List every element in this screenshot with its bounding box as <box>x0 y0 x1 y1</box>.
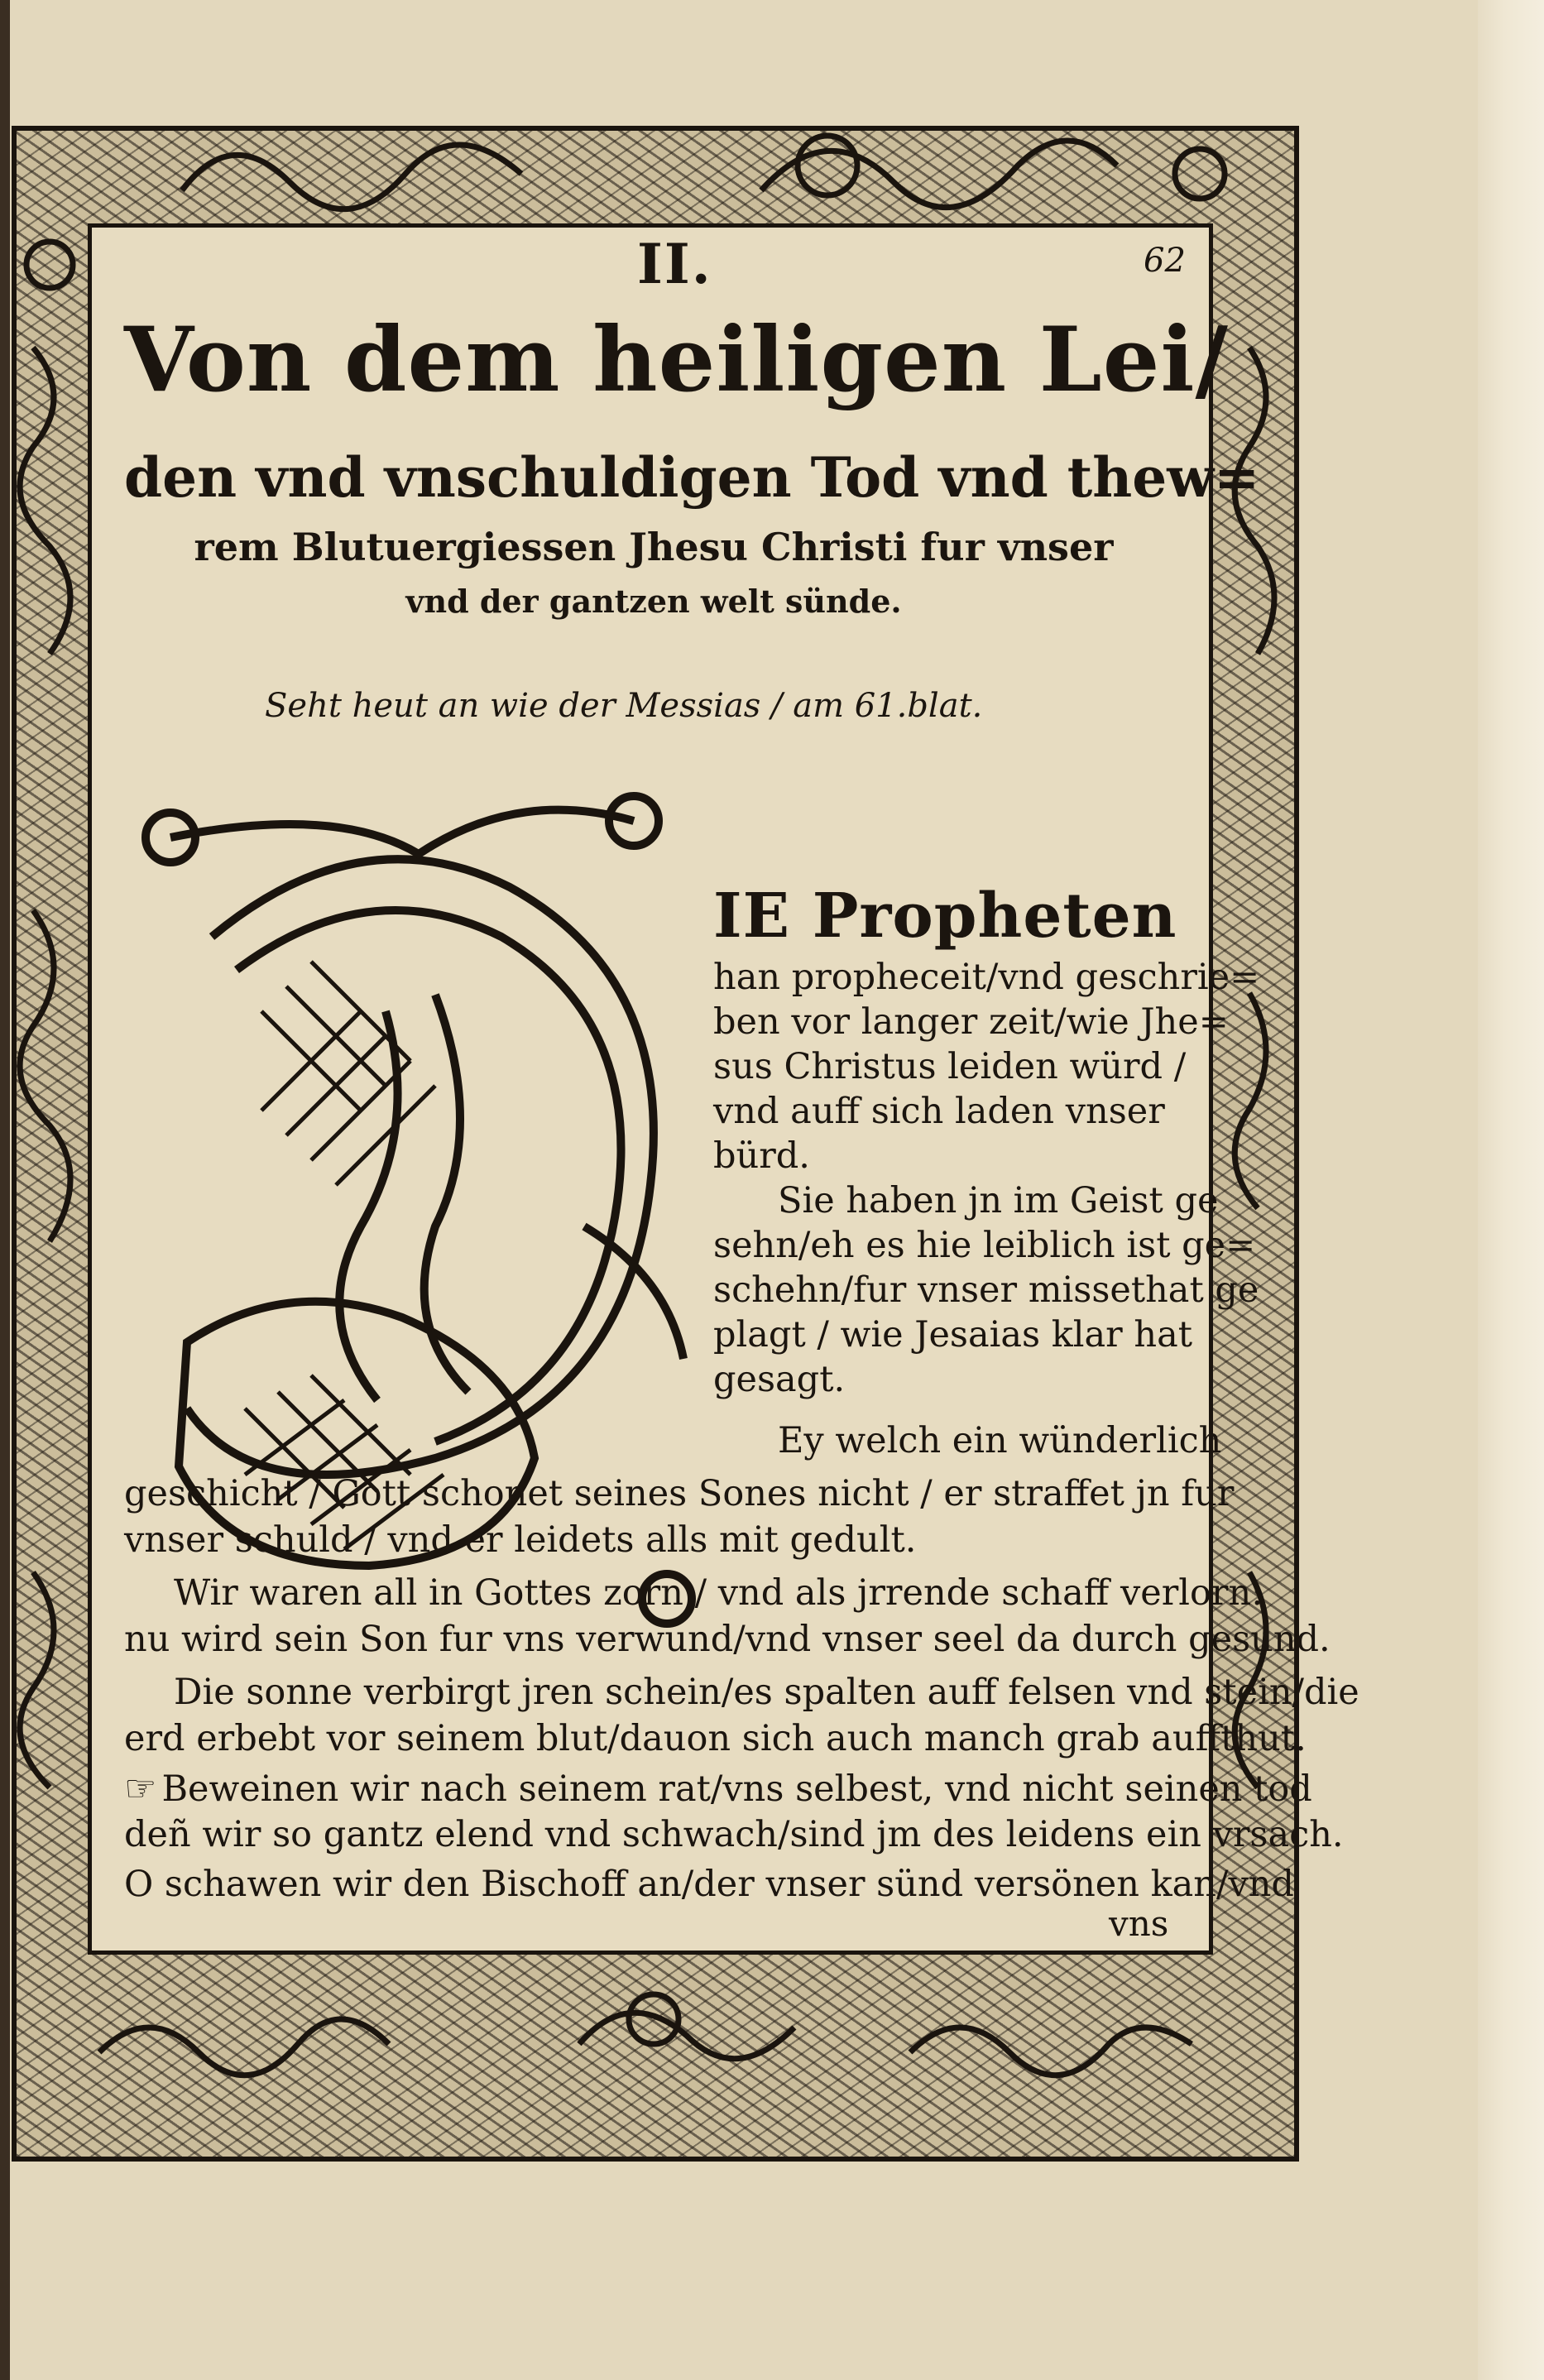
folio-number: 62 <box>1144 242 1186 280</box>
text-line: nu wird sein Son fur vns verwund/vnd vnser seel da durch gesund. <box>124 1619 1331 1660</box>
text-line: O schawen wir den Bischoff an/der vnser sünd versönen kan/vnd <box>124 1864 1294 1905</box>
text-line: han propheceit/vnd geschrie= <box>713 957 1260 998</box>
text-line: plagt / wie Jesaias klar hat <box>713 1314 1193 1356</box>
title-line-3: rem Blutuergiessen Jhesu Christi fur vnser <box>194 525 1114 569</box>
text-line: sus Christus leiden würd / <box>713 1046 1187 1087</box>
opening-words: IE Propheten <box>713 881 1177 952</box>
title-line-1: Von dem heiligen Lei/ <box>124 308 1229 412</box>
text-line: gesagt. <box>713 1359 846 1400</box>
text-line: sehn/eh es hie leiblich ist ge= <box>713 1225 1256 1266</box>
text-line: schehn/fur vnser missethat ge <box>713 1269 1259 1311</box>
text-line: erd erbebt vor seinem blut/dauon sich auch manch grab auffthut. <box>124 1718 1307 1759</box>
text-line: vnser schuld / vnd er leidets alls mit gedult. <box>124 1519 917 1561</box>
cross-reference: Seht heut an wie der Messias / am 61.blat. <box>265 687 983 725</box>
title-line-2: den vnd vnschuldigen Tod vnd thew= <box>124 445 1260 510</box>
text-line: deñ wir so gantz elend vnd schwach/sind jm des leidens ein vrsach. <box>124 1814 1344 1855</box>
text-line-manicule <box>124 1768 1312 1810</box>
text-line: Ey welch ein wünderlich <box>778 1420 1222 1461</box>
text-line: Beweinen wir nach seinem rat/vns selbest, vnd nicht seinen tod <box>161 1768 1312 1810</box>
text-line: Sie haben jn im Geist ge <box>778 1180 1219 1221</box>
catchword: vns <box>1109 1903 1169 1944</box>
text-line: bürd. <box>713 1135 810 1177</box>
text-line: geschicht / Gott schonet seines Sones nicht / er straffet jn fur <box>124 1473 1235 1514</box>
title-line-4: vnd der gantzen welt sünde. <box>405 583 902 620</box>
pointing-hand-icon: ☞ <box>124 1768 157 1810</box>
text-line: vnd auff sich laden vnser <box>713 1091 1165 1132</box>
text-line: Die sonne verbirgt jren schein/es spalten auff felsen vnd stein/die <box>174 1672 1359 1713</box>
chapter-number: II. <box>637 232 712 296</box>
text-line: Wir waren all in Gottes zorn / vnd als jrrende schaff verlorn: <box>174 1572 1263 1614</box>
page-text <box>124 232 1359 1944</box>
text-line: ben vor langer zeit/wie Jhe= <box>713 1001 1229 1043</box>
